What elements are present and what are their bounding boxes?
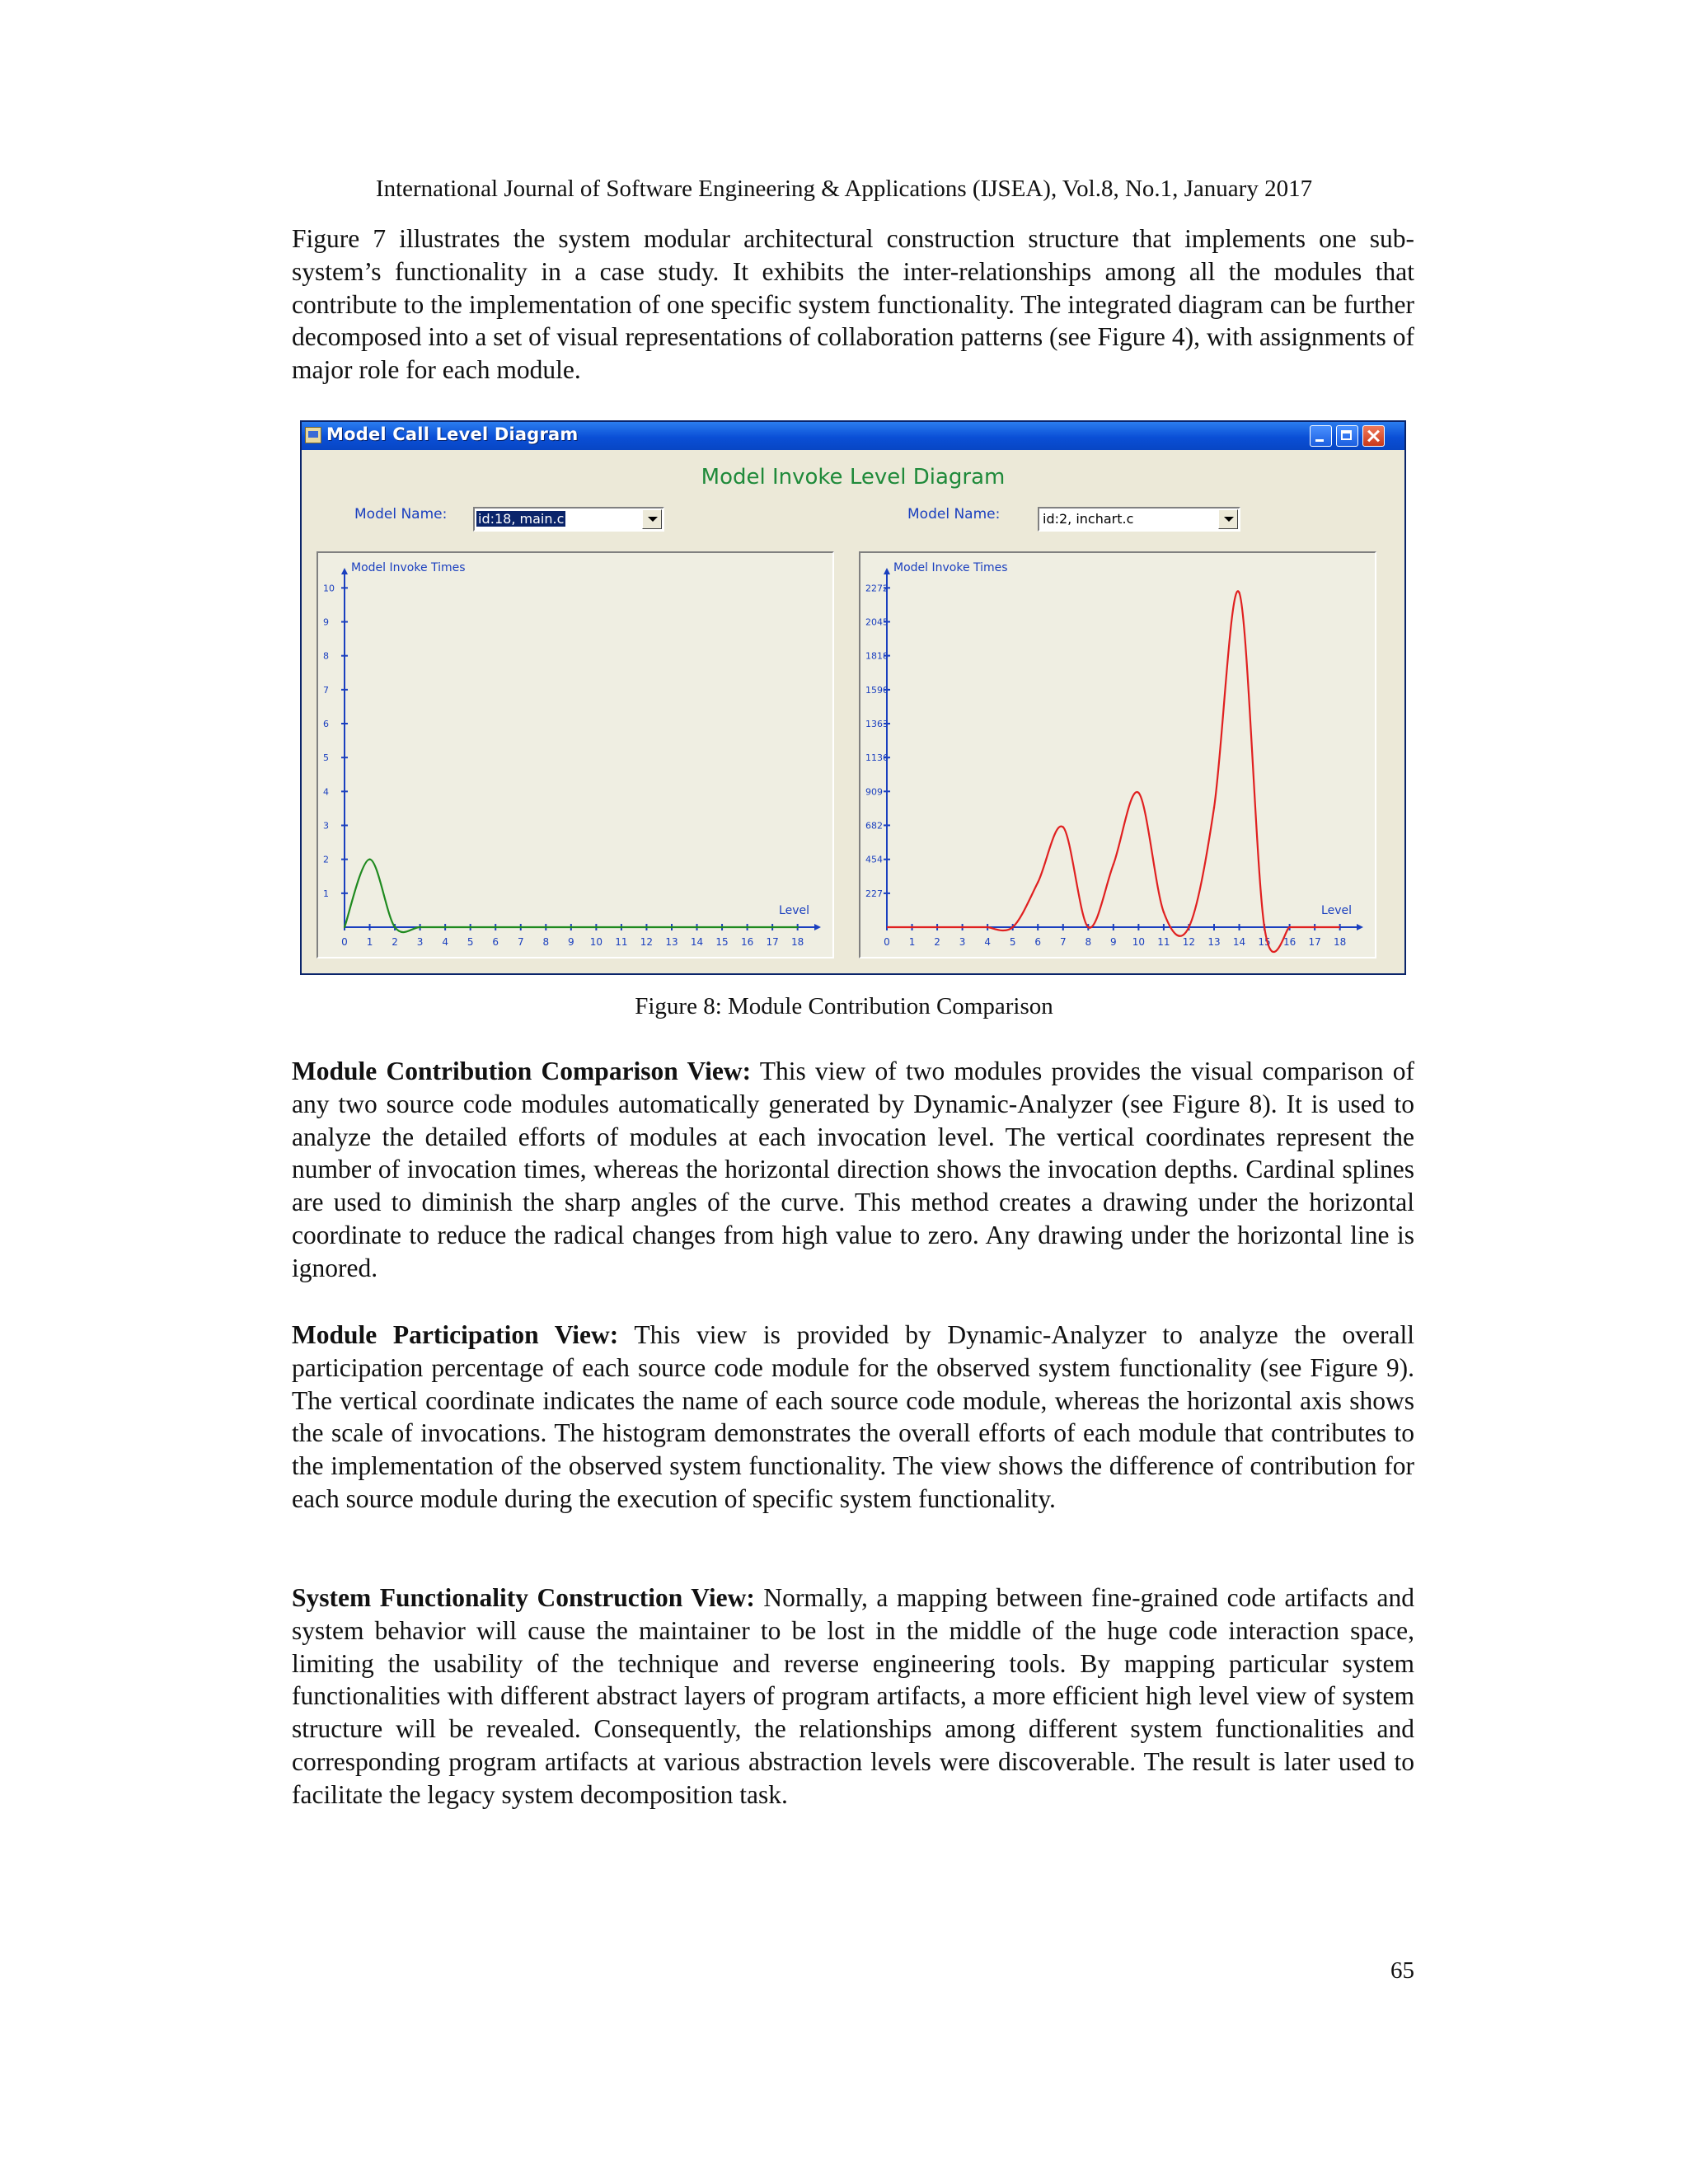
x-tick-label: 3	[416, 936, 424, 948]
right-chart-panel	[859, 551, 1376, 958]
x-tick-label: 13	[665, 936, 678, 948]
y-tick-label: 10	[323, 583, 335, 594]
x-tick-label: 11	[1157, 936, 1170, 948]
y-tick-label: 909	[865, 786, 883, 798]
data-point	[1011, 926, 1013, 928]
data-point	[1288, 926, 1290, 928]
paragraph-body: This view is provided by Dynamic-Analyzer to analyze the overall participation percentage of each source code module for the observed system functionality (see Figure 9). The vertical coordinate indicates the name of each source code module, whereas the horizontal axis shows the scale of invocations. The histogram demonstrates the overall efforts of each module that contributes to the implementation of the observed system functionality. The view shows the difference of contribution for each source module during the execution of specific system functionality.	[292, 1320, 1414, 1513]
data-point	[570, 926, 572, 928]
left-model-select[interactable]	[473, 507, 664, 532]
data-point	[444, 926, 446, 928]
x-tick-label: 16	[740, 936, 754, 948]
x-tick-label: 0	[341, 936, 348, 948]
x-tick-label: 17	[1308, 936, 1321, 948]
figure-caption: Figure 8: Module Contribution Comparison	[635, 993, 1053, 1019]
data-point	[394, 926, 396, 928]
x-tick-label: 5	[467, 936, 474, 948]
data-point	[520, 926, 522, 928]
x-tick-label: 10	[1132, 936, 1146, 948]
data-point	[621, 926, 622, 928]
diagram-heading: Model Invoke Level Diagram	[701, 465, 1006, 490]
series-line	[987, 591, 1289, 952]
y-tick-label: 3	[323, 820, 329, 832]
x-tick-label: 15	[1258, 936, 1271, 948]
left-model-name-label: Model Name:	[354, 506, 448, 523]
data-point	[696, 926, 697, 928]
data-point	[1188, 926, 1189, 928]
y-axis-arrow	[884, 568, 890, 574]
paragraph-module-contribution	[292, 1055, 1414, 1285]
data-point	[419, 926, 420, 928]
data-point	[1113, 864, 1114, 865]
y-tick-label: 1590	[865, 684, 889, 696]
y-tick-label: 227	[865, 888, 883, 899]
x-tick-label: 12	[1182, 936, 1196, 948]
y-tick-label: 8	[323, 650, 329, 662]
model-call-level-window	[300, 420, 1406, 975]
paragraph-body: This view of two modules provides the visual comparison of any two source code modules automatically generated by Dynamic-Analyzer (see Figure 8). It is used to analyze the detailed efforts of modules at each invocation level. The vertical coordinates represent the number of invocation times, whereas the horizontal direction shows the invocation depths. Cardinal splines are used to diminish the sharp angles of the curve. This method creates a drawing under the horizontal coordinate to reduce the radical changes from high value to zero. Any drawing under the horizontal line is ignored.	[292, 1057, 1414, 1282]
data-point	[545, 926, 546, 928]
y-tick-label: 2	[323, 854, 329, 865]
x-tick-label: 6	[1034, 936, 1042, 948]
chevron-down-icon[interactable]	[1218, 509, 1238, 529]
data-point	[469, 926, 471, 928]
x-tick-label: 15	[715, 936, 729, 948]
y-tick-label: 4	[323, 786, 329, 798]
data-point	[1264, 926, 1265, 928]
y-axis-label: Model Invoke Times	[351, 561, 466, 574]
y-tick-label: 1818	[865, 650, 889, 662]
data-point	[671, 926, 673, 928]
y-axis-label: Model Invoke Times	[893, 561, 1008, 574]
left-chart-panel	[316, 551, 834, 958]
paragraph-system-functionality	[292, 1582, 1414, 1811]
data-point	[344, 926, 345, 928]
y-tick-label: 682	[865, 820, 883, 832]
y-tick-label: 1	[323, 888, 329, 899]
x-axis-label: Level	[1321, 904, 1352, 917]
data-point	[746, 926, 748, 928]
x-axis-arrow	[814, 924, 821, 930]
x-tick-label: 4	[984, 936, 991, 948]
y-tick-label: 454	[865, 854, 883, 865]
right-model-select[interactable]	[1038, 507, 1240, 532]
data-point	[368, 858, 370, 860]
right-invoke-chart	[860, 553, 1375, 957]
y-tick-label: 1363	[865, 719, 889, 730]
x-tick-label: 0	[884, 936, 890, 948]
data-point	[1087, 926, 1089, 928]
data-point	[987, 926, 988, 928]
y-tick-label: 7	[323, 684, 329, 696]
window-titlebar[interactable]	[302, 422, 1404, 450]
left-invoke-chart	[318, 553, 832, 957]
x-tick-label: 12	[640, 936, 654, 948]
x-tick-label: 2	[934, 936, 940, 948]
x-tick-label: 14	[690, 936, 704, 948]
y-tick-label: 2272	[865, 583, 889, 594]
x-tick-label: 1	[908, 936, 916, 948]
x-tick-label: 10	[589, 936, 603, 948]
series-line	[345, 860, 798, 932]
minimize-button[interactable]	[1310, 425, 1332, 447]
running-header: International Journal of Software Engineering & Applications (IJSEA), Vol.8, No.1, January 2017	[375, 176, 1313, 202]
data-point	[1137, 792, 1139, 794]
x-tick-label: 9	[1110, 936, 1117, 948]
x-tick-label: 14	[1232, 936, 1246, 948]
x-tick-label: 4	[442, 936, 448, 948]
y-axis-arrow	[341, 568, 348, 574]
data-point	[645, 926, 647, 928]
paragraph-heading: Module Contribution Comparison View:	[292, 1057, 752, 1085]
right-model-name-label: Model Name:	[907, 506, 1001, 523]
maximize-button[interactable]	[1336, 425, 1358, 447]
chevron-down-icon[interactable]	[642, 509, 662, 529]
x-tick-label: 13	[1207, 936, 1221, 948]
left-model-value: id:18, main.c	[478, 511, 565, 527]
x-tick-label: 6	[492, 936, 499, 948]
data-point	[1037, 881, 1039, 883]
page-number: 65	[1390, 1957, 1414, 1984]
data-point	[1062, 826, 1064, 827]
y-tick-label: 2045	[865, 616, 889, 628]
y-tick-label: 5	[323, 752, 329, 764]
paragraph-heading: Module Participation View:	[292, 1320, 619, 1349]
x-tick-label: 8	[542, 936, 550, 948]
data-point	[771, 926, 773, 928]
x-tick-label: 18	[791, 936, 804, 948]
x-tick-label: 8	[1085, 936, 1092, 948]
y-tick-label: 6	[323, 719, 329, 730]
data-point	[495, 926, 496, 928]
window-title: Model Call Level Diagram	[326, 424, 579, 444]
y-tick-label: 1136	[865, 752, 889, 764]
x-tick-label: 7	[1059, 936, 1067, 948]
x-axis-label: Level	[779, 904, 809, 917]
x-tick-label: 16	[1282, 936, 1296, 948]
app-icon	[305, 427, 321, 443]
x-tick-label: 5	[1009, 936, 1016, 948]
x-axis-arrow	[1357, 924, 1363, 930]
right-model-value: id:2, inchart.c	[1043, 511, 1134, 527]
data-point	[721, 926, 723, 928]
x-tick-label: 11	[615, 936, 628, 948]
data-point	[1238, 592, 1240, 593]
x-tick-label: 9	[568, 936, 574, 948]
data-point	[796, 926, 798, 928]
x-tick-label: 3	[959, 936, 966, 948]
x-tick-label: 7	[517, 936, 524, 948]
data-point	[1163, 912, 1165, 913]
close-button[interactable]	[1362, 425, 1385, 447]
paragraph-body: Normally, a mapping between fine-grained code artifacts and system behavior will cause the maintainer to be lost in the middle of the huge code interaction space, limiting the usability of the technique and reverse engineering tools. By mapping particular system functionalities with different abstract layers of program artifacts, a more efficient high level view of system structure will be revealed. Consequently, the relationships among different system functionalities and corresponding program artifacts at various abstraction levels were discoverable. The result is later used to facilitate the legacy system decomposition task.	[292, 1583, 1414, 1809]
data-point	[595, 926, 597, 928]
intro-paragraph: Figure 7 illustrates the system modular architectural construction structure that implements one sub-system’s functionality in a case study. It exhibits the inter-relationships among all the modules that contribute to the implementation of one specific system functionality. The integrated diagram can be further decomposed into a set of visual representations of collaboration patterns (see Figure 4), with assignments of major role for each module.	[292, 224, 1414, 385]
x-tick-label: 18	[1334, 936, 1347, 948]
y-tick-label: 9	[323, 616, 329, 628]
data-point	[1213, 807, 1215, 808]
x-tick-label: 1	[366, 936, 373, 948]
paragraph-module-participation	[292, 1319, 1414, 1516]
paragraph-heading: System Functionality Construction View:	[292, 1583, 755, 1612]
x-tick-label: 17	[766, 936, 779, 948]
x-tick-label: 2	[392, 936, 398, 948]
